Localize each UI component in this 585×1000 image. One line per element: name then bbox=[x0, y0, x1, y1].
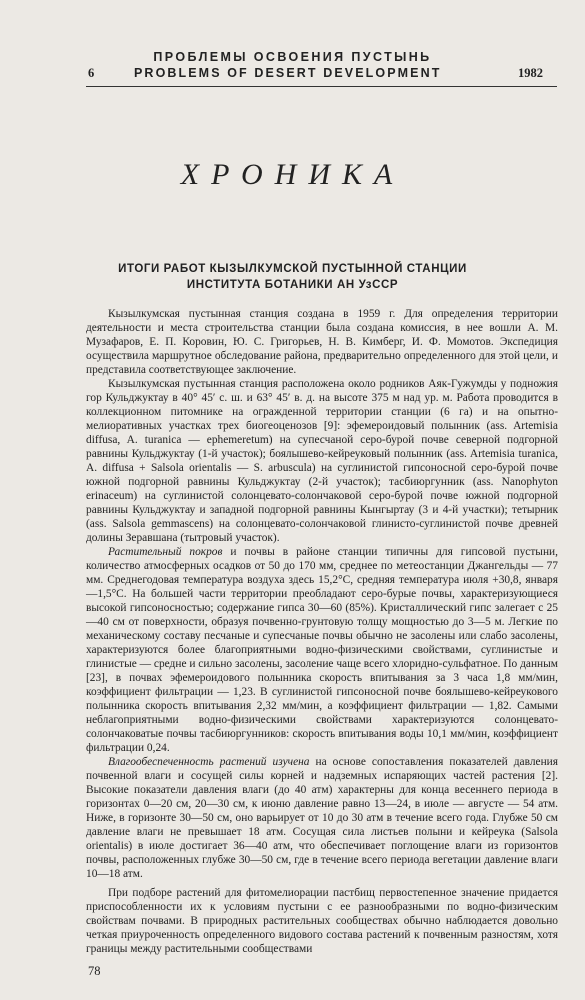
paragraph-4 bbox=[86, 755, 558, 881]
paragraph-3-lead: Растительный покров bbox=[108, 546, 223, 558]
section-title: ХРОНИКА bbox=[180, 158, 405, 191]
page-number: 78 bbox=[88, 964, 101, 978]
article-title bbox=[0, 261, 585, 293]
article-title-line-1: ИТОГИ РАБОТ КЫЗЫЛКУМСКОЙ ПУСТЫННОЙ СТАНЦИИ bbox=[118, 263, 467, 275]
header-rule bbox=[86, 86, 557, 87]
issue-year: 1982 bbox=[518, 66, 543, 80]
paragraph-4-text: на основе сопоставления показателей давления почвенной влаги и сосущей силы корней и надземных испаряющих частей растения [2]. Высокие показатели давления влаги (до 40 атм) характерны для конца весеннего периода в горизонтах 0—20 см, 20—30 см, к июню давление равно 13—24, в июле — августе — 54 атм. Ниже, в горизонте 30—50 см, оно варьирует от 10 до 30 атм в течение всего года. Глубже 50 см давление влаги не превышает 18 атм. Сосущая сила листьев полыни и кейреука (Salsola orientalis) в июле достигает 36—40 атм, что обеспечивает поглощение влаги из горизонтов почвы, расположенных глубже 30—50 см, где в течение всего периода вегетации давление влаги 10—18 атм. bbox=[86, 756, 558, 880]
paragraph-2: Кызылкумская пустынная станция расположена около родников Аяк-Гужумды у подножия гор Кульджуктау в 40° 45′ с. ш. и 63° 45′ в. д. на высоте 375 м над ур. м. Работа проводится в коллекционном питомнике на огражденной территории станции (6 га) и на опытно-мелиоративных участках трех биогеоценозов [9]: эфемероидовый полынник (ass. Artemisia diffusa, A. turanica — ephemeretum) на супесчаной серо-бурой почве северной подгорной равнины Кульджуктау (1-й участок); боялышево-кейреуковый полынник (ass. Artemisia turanica, A. diffusa + Salsola orientalis — S. arbuscula) на суглинистой гипсоносной серо-бурой почве южной подгорной равнины Кульджуктау (2-й участок); тасбиюргунник (ass. Nanophyton erinaceum) на суглинистой солонцевато-солончаковой серо-бурой почве южной подгорной равнины Кульджуктау и западной подгорной равнины Кынгыртау (3 и 4-й участки); тетырник (ass. Salsola gemmascens) на солонцевато-солончаковой глинисто-суглинистой почве древней долины Зеравшана (тытровый участок). bbox=[86, 378, 558, 544]
paragraph-1: Кызылкумская пустынная станция создана в 1959 г. Для определения территории деятельности и места строительства станции была создана комиссия, в нее вошли А. М. Музафаров, Е. П. Коровин, Ю. С. Григорьев, Н. В. Кимберг, И. Ф. Момотов. Экспедиция осуществила маршрутное обследование района, предварительно определенного для этой цели, и представила соответствующее заключение. bbox=[86, 308, 558, 376]
paragraph-3 bbox=[86, 545, 558, 755]
journal-title-en: PROBLEMS OF DESERT DEVELOPMENT bbox=[134, 66, 442, 80]
article-title-line-2: ИНСТИТУТА БОТАНИКИ АН УзССР bbox=[186, 279, 399, 291]
paragraph-4-lead: Влагообеспеченность растений изучена bbox=[108, 756, 310, 768]
journal-title-ru: ПРОБЛЕМЫ ОСВОЕНИЯ ПУСТЫНЬ bbox=[153, 50, 432, 64]
article-body bbox=[86, 307, 558, 956]
paragraph-3-text: и почвы в районе станции типичны для гипсовой пустыни, количество атмосферных осадков от 50 до 170 мм, среднее по метеостанции Джангельды — 77 мм. Среднегодовая температура воздуха здесь 15,2°С, средняя температура июля +30,8, января —1,5°С. На большей части территории преобладают серо-бурые почвы, характеризующиеся высокой гипсоносностью; содержание гипса 30—60 (85%). Кристаллический гипс залегает с 25—40 см от поверхности, образуя почвенно-грунтовую толщу мощностью до 3—5 м. Легкие по механическому составу песчаные и супесчаные почвы обычно не засолены или слабо засолены, характеризуются более благоприятными водно-физическими свойствами, суглинистые и глинистые — средне и сильно засолены, засоление чаще всего хлоридно-сульфатное. По данным [23], в почвах эфемероидового полынника скорость впитывания за 3 часа 1,8 мм/мин, коэффициент фильтрации — 1,23. В суглинистой гипсоносной почве боялышево-кейреукового полынника скорость впитывания 2,32 мм/мин, а коэффициент фильтрации — 1,82. Самыми неблагоприятными водно-физическими свойствами характеризуются солонцевато-солончаковатые почвы тасбиюргунников: скорость впитывания воды 10,1 мм/мин, коэффициент фильтрации 0,24. bbox=[86, 546, 558, 754]
paragraph-5: При подборе растений для фитомелиорации пастбищ первостепенное значение придается приспособленности их к условиям пустыни с ее разнообразными по водно-физическим свойствам почвами. В природных растительных сообществах обычно наблюдается довольно четкая приуроченность определенного видового состава растений к почвенным разностям, хотя границы между растительными сообществами bbox=[86, 887, 558, 955]
issue-number: 6 bbox=[88, 66, 95, 80]
